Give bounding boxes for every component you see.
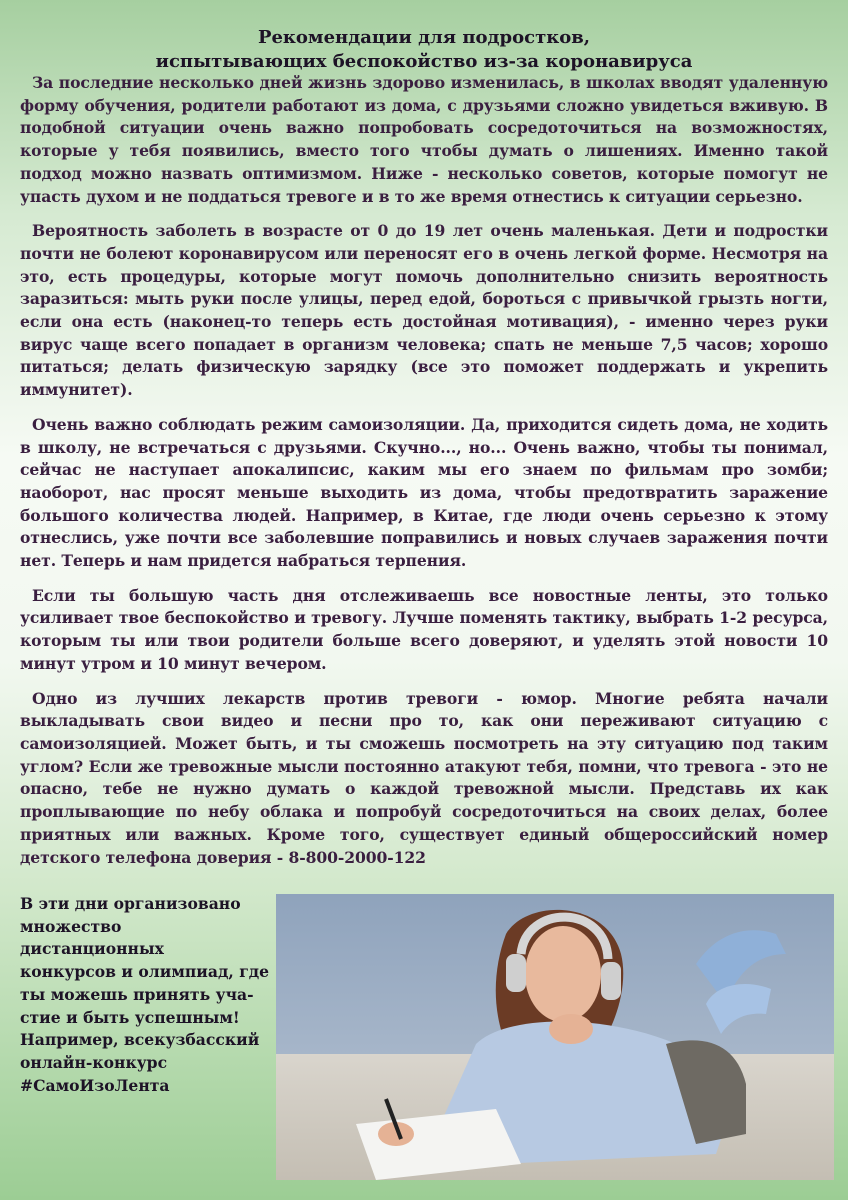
contest-note-line: В эти дни организовано [20, 894, 241, 913]
paragraph-intro: За последние несколько дней жизнь здорово изменилась, в школах вводят удаленную форму обучения, родители работают из дома, с друзьями сложно увидеться вживую. В подобной ситуации очень важно попробовать сосредоточиться на возможностях, которые у тебя появились, вместо того чтобы думать о лишениях. Именно такой подход можно назвать оптимизмом. Ниже - несколько советов, которые помогут не упасть духом и не поддаться тревоге и в то же время отнестись к ситуации серьезно. [20, 73, 828, 206]
contest-note-line: конкурсов и олимпиад, где [20, 962, 270, 982]
contest-note [20, 893, 270, 1097]
contest-note-line: Например, всекузбасский [20, 1030, 260, 1050]
paragraph-humor: Одно из лучших лекарств против тревоги - юмор. Многие ребята начали выкладывать свои видео и песни про то, как они переживают ситуацию с самоизоляцией. Может быть, и ты сможешь посмотреть на эту ситуацию под таким углом? Если же тревожные мысли постоянно атакуют тебя, помни, что тревога - это не опасно, тебе не нужно думать о каждой тревожной мысли. Представь их как проплывающие по небу облака и попробуй сосредоточиться на своих делах, более приятных или важных. Кроме того, существует единый общероссийский номер детского телефона доверия - 8-800-2000-122 [20, 688, 828, 867]
contest-note-line: онлайн-конкурс [20, 1052, 168, 1072]
title-line-1: Рекомендации для подростков, [257, 27, 591, 48]
photo-headphone-ear [601, 962, 621, 1000]
photo-hand [549, 1014, 593, 1044]
contest-note-line: множество дистанционных [20, 916, 164, 959]
paragraph-probability: Вероятность заболеть в возрасте от 0 до 19 лет очень маленькая. Дети и подростки почти не болеют коронавирусом или переносят его в очень легкой форме. Несмотря на это, есть процедуры, которые могут помочь дополнительно снизить вероятность заразиться: мыть руки после улицы, перед едой, бороться с привычкой грызть ногти, если она есть (наконец-то теперь есть достойная мотивация), - именно через руки вирус чаще всего попадает в организм человека; спать не меньше 7,5 часов; хорошо питаться; делать физическую зарядку (все это поможет поддержать и укрепить иммунитет). [20, 221, 828, 400]
title-line-2: испытывающих беспокойство из-за коронавируса [155, 51, 693, 72]
paragraph-self-isolation: Очень важно соблюдать режим самоизоляции. Да, приходится сидеть дома, не ходить в школу, не встречаться с друзьями. Скучно..., но... Очень важно, чтобы ты понимал, сейчас не наступает апокалипсис, каким мы его знаем по фильмам про зомби; наоборот, нас просят меньше выходить из дома, чтобы предотвратить заражение большого количества людей. Например, в Китае, где люди очень серьезно к этому отнеслись, уже почти все заболевшие поправились и новых случаев заражения почти нет. Теперь и нам придется набраться терпения. [20, 414, 828, 571]
teen-with-headphones-photo [276, 894, 834, 1180]
main-article [20, 72, 828, 881]
photo-headphone-ear [506, 954, 526, 992]
photo-face [525, 926, 601, 1022]
page-title [0, 26, 848, 74]
contest-note-line: стие и быть успешным! [20, 1007, 240, 1027]
contest-note-line: ты можешь принять уча- [20, 984, 254, 1004]
contest-hashtag: #СамоИзоЛента [20, 1075, 170, 1095]
paragraph-news: Если ты большую часть дня отслеживаешь все новостные ленты, это только усиливает твое беспокойство и тревогу. Лучше поменять тактику, выбрать 1-2 ресурса, которым ты или твои родители больше всего доверяют, и уделять этой новости 10 минут утром и 10 минут вечером. [20, 585, 828, 673]
